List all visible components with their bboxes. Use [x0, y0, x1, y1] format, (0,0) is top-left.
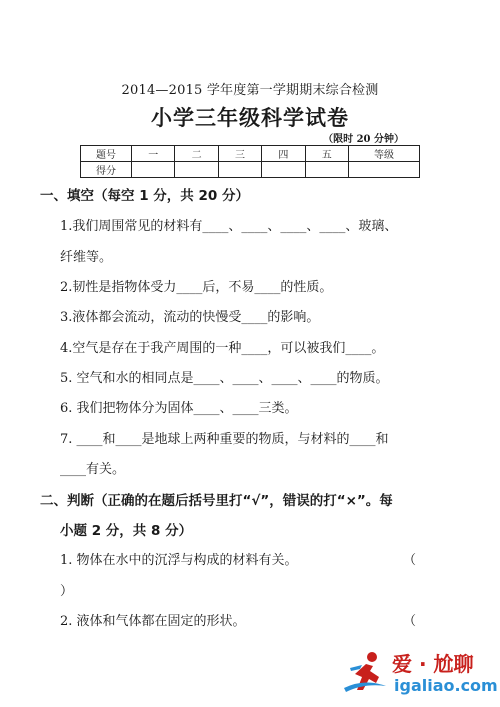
question-line: 3.液体都会流动，流动的快慢受____的影响。 — [60, 310, 320, 325]
question-line: 纤维等。 — [60, 250, 113, 265]
question-line: 7. ____和____是地球上两种重要的物质，与材料的____和 — [60, 432, 389, 447]
question-line: 4.空气是存在于我产周围的一种____，可以被我们____。 — [60, 341, 385, 356]
runner-logo-icon — [342, 650, 388, 696]
igaliao-watermark — [342, 648, 498, 700]
watermark-url: igaliao.com — [394, 676, 498, 695]
watermark-name: 爱 · 尬聊 — [392, 652, 474, 676]
score-cell — [175, 162, 218, 178]
answer-paren-open: （ — [403, 553, 417, 568]
score-cell: 得分 — [81, 162, 132, 178]
score-table-header-row — [81, 146, 420, 162]
score-cell: 一 — [132, 146, 175, 162]
exam-subtitle: 2014—2015 学年度第一学期期末综合检测 — [121, 83, 379, 98]
score-cell: 题号 — [81, 146, 132, 162]
score-cell: 四 — [262, 146, 305, 162]
section-2-heading: 二、判断（正确的在题后括号里打“√”，错误的打“×”。每 — [40, 493, 393, 509]
question-line: 6. 我们把物体分为固体____、____三类。 — [60, 401, 298, 416]
score-cell: 二 — [175, 146, 218, 162]
question-line: 1.我们周围常见的材料有____、____、____、____、玻璃、 — [60, 219, 398, 234]
score-table — [80, 145, 420, 178]
score-cell — [218, 162, 261, 178]
judgement-item: 2. 液体和气体都在固定的形状。 — [60, 614, 246, 629]
section-2-heading-cont: 小题 2 分，共 8 分） — [60, 523, 193, 539]
judgement-item: 1. 物体在水中的沉浮与构成的材料有关。 — [60, 553, 298, 568]
question-line: ____有关。 — [60, 462, 126, 477]
score-table-score-row — [81, 162, 420, 178]
section-1-heading: 一、填空（每空 1 分，共 20 分） — [40, 188, 249, 204]
question-line: 5. 空气和水的相同点是____、____、____、____的物质。 — [60, 371, 389, 386]
time-limit: （限时 20 分钟） — [323, 134, 404, 145]
exam-title: 小学三年级科学试卷 — [151, 106, 349, 130]
answer-paren-open: （ — [403, 614, 417, 629]
score-cell — [262, 162, 305, 178]
score-cell: 五 — [305, 146, 348, 162]
score-cell — [305, 162, 348, 178]
score-cell: 三 — [218, 146, 261, 162]
score-cell — [132, 162, 175, 178]
question-line: 2.韧性是指物体受力____后，不易____的性质。 — [60, 280, 333, 295]
score-cell: 等级 — [349, 146, 420, 162]
score-cell — [349, 162, 420, 178]
answer-paren-close: ） — [60, 584, 74, 599]
